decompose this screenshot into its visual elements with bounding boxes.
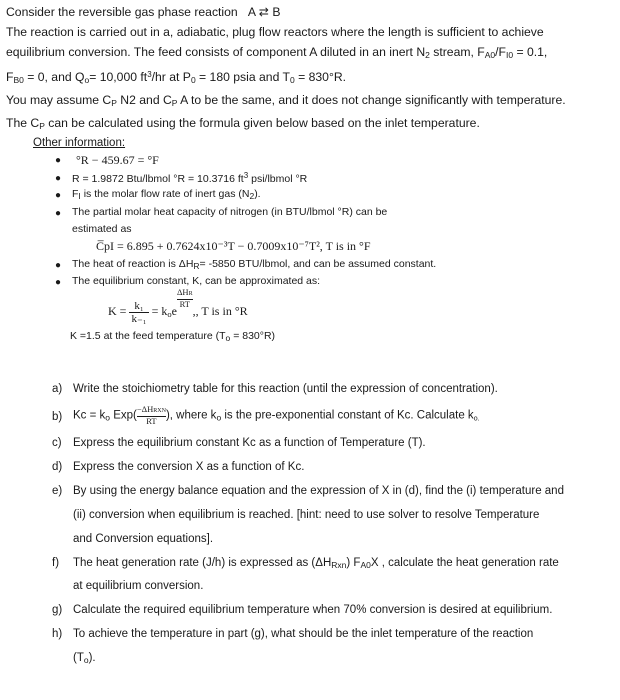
bullet-icon: ● <box>55 190 62 201</box>
intro-line-6: The $C_P$ can be calculated using the formula given below based on the inlet temperature. <box>6 116 480 131</box>
equilibrium-constant-note: The equilibrium constant, K, can be approximated as: <box>72 275 321 287</box>
heat-of-reaction: The heat of reaction is $\Delta H_R= -5850$ BTU/lbmol, and can be assumed constant. <box>72 258 437 271</box>
bullet-icon: ● <box>55 208 62 219</box>
gas-constant: R = 1.9872 Btu/lbmol °R = 10.3716 $ft^3$ psi/lbmol °R <box>72 171 308 185</box>
question-f-label: f) <box>52 557 60 569</box>
intro-line-3: equilibrium conversion. The feed consists of component A diluted in an inert $N_2$ stream, $F_{A0}/F_{I0} = 0.1$, <box>6 45 548 60</box>
intro-line-5: You may assume $C_P$ N2 and $C_P$ A to be the same, and it does not change significantly with temperature. <box>6 93 566 108</box>
question-e-label: e) <box>52 485 63 497</box>
question-c-label: c) <box>52 437 62 449</box>
question-h-line-2: $(T_o)$. <box>73 652 96 665</box>
question-d-text: Express the conversion X as a function of Kc. <box>73 461 305 473</box>
bullet-icon: ● <box>55 173 62 184</box>
reaction-equation: A ⇄ B <box>247 5 281 19</box>
question-e-line-2: (ii) conversion when equilibrium is reached. [hint: need to use solver to resolve Temperature <box>73 509 540 521</box>
intro-line-4: $F_{B0} = 0$, and $Q_o= 10,000$ $ft^3/hr$ at $P_0 = 180$ psia and $T_0 = 830^\circ R$. <box>6 70 347 85</box>
heat-capacity-note: The partial molar heat capacity of nitrogen (in BTU/lbmol °R) can be <box>72 206 388 218</box>
exponent-fraction: $\frac{\text{ΔHR}}{RT}$ <box>176 287 193 309</box>
bullet-icon: ● <box>55 155 62 166</box>
inert-flow-note: $F_I$ is the molar flow rate of inert gas $(N_2)$. <box>72 188 261 201</box>
heat-capacity-note-2: estimated as <box>72 223 132 235</box>
question-f-line-1: The heat generation rate (J/h) is expressed as $(\Delta H_{Rxn})$ $F_{A0}X$ , calculate the heat generation rate <box>73 557 559 570</box>
question-b-label: b) <box>52 411 63 423</box>
question-h-label: h) <box>52 628 63 640</box>
intro-line-1: Consider the reversible gas phase reaction A ⇄ B <box>6 5 281 19</box>
question-b-text: $Kc = k_o$ Exp( $\frac{\text{−ΔHRXN}}{RT}$ ), where $k_o$ is the pre-exponential constant of Kc. Calculate $k_{o.}$ <box>73 404 480 426</box>
intro-line-2: The reaction is carried out in a, adiabatic, plug flow reactors where the length is sufficient to achieve <box>6 25 544 39</box>
rankine-conversion: °R − 459.67 = °F <box>76 153 159 167</box>
k-ratio-fraction: $\frac{\text{k₁}}{\text{k₋₁}}$ <box>131 299 147 325</box>
bullet-icon: ● <box>55 260 62 271</box>
question-d-label: d) <box>52 461 63 473</box>
question-e-line-3: and Conversion equations]. <box>73 533 214 545</box>
question-c-text: Express the equilibrium constant Kc as a function of Temperature (T). <box>73 437 426 449</box>
question-e-line-1: By using the energy balance equation and the expression of X in (d), find the (i) temperature and <box>73 485 564 497</box>
bullet-icon: ● <box>55 277 62 288</box>
feed-k-value: K =1.5 at the feed temperature $(T_o = 830^\circ R)$ <box>70 330 276 343</box>
heat-capacity-equation: C̅pI = 6.895 + 0.7624x10⁻³T − 0.7009x10⁻⁷T², T is in °F <box>96 239 371 253</box>
question-a-label: a) <box>52 383 63 395</box>
other-info-heading: Other information: <box>33 137 126 149</box>
exp-fraction: $\frac{\text{−ΔHRXN}}{RT}$ <box>136 404 166 426</box>
question-f-line-2: at equilibrium conversion. <box>73 580 204 592</box>
question-g-text: Calculate the required equilibrium temperature when 70% conversion is desired at equilibrium. <box>73 604 553 616</box>
equilibrium-constant-equation: K = $\frac{\text{k₁}}{\text{k₋₁}}$ = $k_oe$ $\frac{\text{ΔHR}}{RT}$ ,, T is in °R <box>108 287 248 325</box>
question-a-text: Write the stoichiometry table for this reaction (until the expression of concentration). <box>73 383 498 395</box>
question-h-line-1: To achieve the temperature in part (g), what should be the inlet temperature of the reaction <box>73 628 534 640</box>
problem-intro <box>6 2 618 136</box>
question-g-label: g) <box>52 604 63 616</box>
